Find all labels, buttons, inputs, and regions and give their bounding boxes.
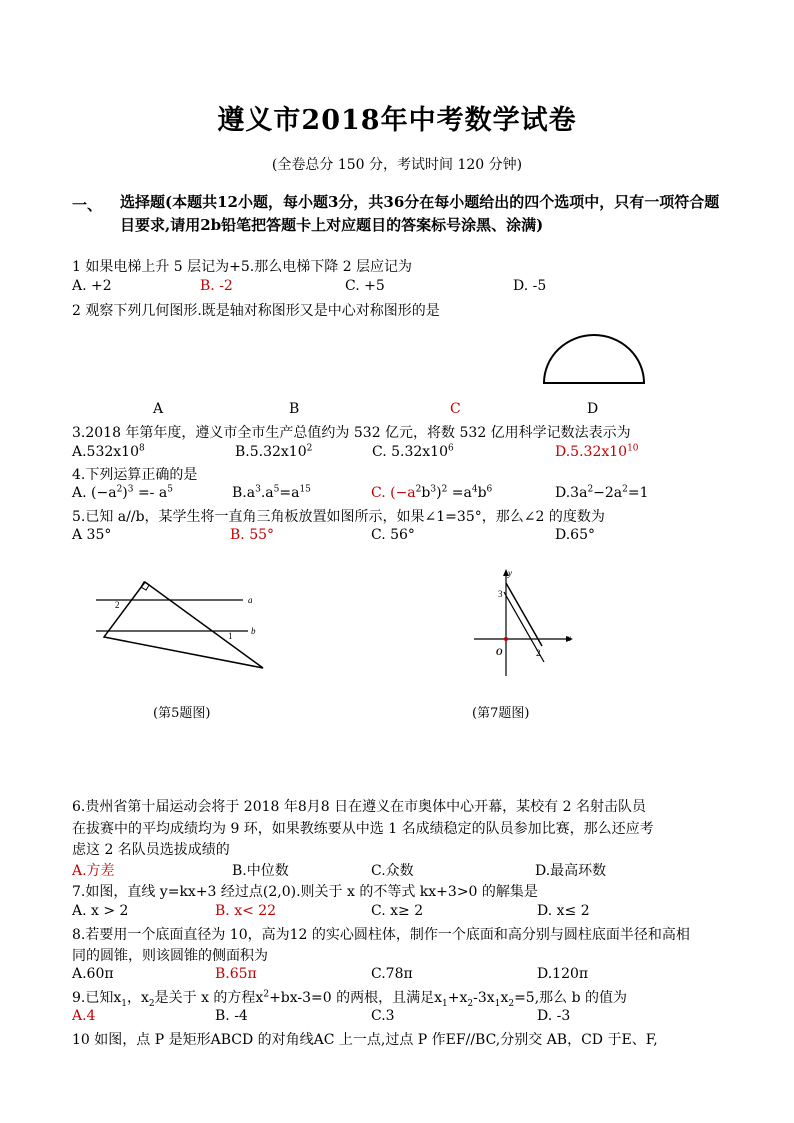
q8-option-b-answer: B.65π (215, 966, 257, 982)
q7-option-b-answer: B. x< 22 (215, 903, 277, 919)
q8-option-d: D.120π (537, 966, 589, 982)
q3-option-b: $B.5.32x10^2$ (235, 443, 313, 460)
q1-stem: 1 如果电梯上升 5 层记为+5.那么电梯下降 2 层应记为 (72, 259, 413, 275)
q3-stem: 3.2018 年第年度，遵义市全市生产总值约为 532 亿元，将数 532 亿用科学记数法表示为 (72, 425, 631, 441)
fig5-label-a: a (248, 595, 253, 605)
q2-option-d: D (587, 401, 599, 417)
q3-option-c: C. $5.32x10^6$ (372, 443, 454, 460)
q10-stem: 10 如图，点 P 是矩形ABCD 的对角线AC 上一点,过点 P 作EF//BC,分别交 AB，CD 于E、F, (72, 1032, 658, 1048)
q9-option-d: D. -3 (537, 1008, 571, 1024)
q1-option-b-answer: B. -2 (200, 278, 233, 294)
q9-option-b: B. -4 (215, 1008, 248, 1024)
semicircle-figure-d (538, 330, 650, 388)
q5-stem: 5.已知 a//b，某学生将一直角三角板放置如图所示，如果∠1=35°，那么∠2 的度数为 (72, 509, 605, 525)
fig5-label-b: b (251, 626, 256, 636)
q4-stem: 4.下列运算正确的是 (72, 467, 198, 483)
q5-figure (88, 575, 278, 675)
q1-option-d: D. -5 (513, 278, 547, 294)
q2-option-c-answer: C (450, 401, 461, 417)
q5-option-b-answer: B. 55° (230, 527, 275, 543)
q2-option-b: B (289, 401, 300, 417)
q7-figure (470, 566, 580, 678)
fig7-label-2: 2 (536, 648, 541, 658)
q6-stem-line1: 6.贵州省第十届运动会将于 2018 年8月8 日在遵义在市奥体中心开幕，某校有 2 名射击队员 (72, 799, 646, 815)
q9-stem: 9.已知$x_1$，$x_2$是关于 x 的方程$x^2+bx-3=0$ 的两根，且满足$x_1+x_2-3x_1x_2=5$,那么 b 的值为 (72, 989, 628, 1009)
fig7-label-3: 3 (498, 589, 503, 599)
fig5-label-1: 1 (228, 631, 233, 641)
q5-figure-caption: (第5题图) (153, 706, 211, 721)
q9-option-a-answer: A.4 (72, 1008, 96, 1024)
q5-option-a: A 35° (72, 527, 112, 543)
q2-option-a: A (153, 401, 164, 417)
q7-option-d: D. x≤ 2 (537, 903, 590, 919)
q3-option-a: $A.532x10^8$ (72, 443, 145, 460)
q5-option-d: D.65° (555, 527, 595, 543)
fig7-label-origin: O (496, 647, 503, 657)
q8-option-a: A.60π (72, 966, 114, 982)
fig5-label-2: 2 (115, 600, 120, 610)
section-instructions: 选择题(本题共12小题，每小题3分，共36分在每小题给出的四个选项中，只有一项符合题目要求,请用2b铅笔把答题卡上对应题目的答案标号涂黑、涂满) (120, 193, 720, 234)
section-number: 一、 (72, 196, 103, 214)
q1-option-a: A. +2 (72, 278, 112, 294)
q4-option-c: C. $(-a^2b^3)^2 =a^4b^6$ (371, 484, 493, 501)
q6-option-b: B.中位数 (232, 863, 289, 879)
q4-option-d: $D.3a^2-2a^2=1$ (555, 484, 649, 501)
q5-option-c: C. 56° (371, 527, 415, 543)
q8-stem-line1: 8.若要用一个底面直径为 10，高为12 的实心圆柱体，制作一个底面和高分别与圆柱底面半径和高相 (72, 927, 690, 943)
q6-stem-line3: 虑这 2 名队员选拔成绩的 (72, 842, 230, 858)
q6-option-a-answer: A.方差 (72, 863, 115, 879)
q6-option-d: D.最高环数 (535, 863, 607, 879)
fig7-label-y: y (508, 568, 512, 578)
q3-option-d-answer: $D.5.32x10^{10}$ (555, 443, 639, 460)
q6-stem-line2: 在拔赛中的平均成绩均为 9 环，如果教练要从中选 1 名成绩稳定的队员参加比赛，那么还应考 (72, 821, 654, 837)
page-subtitle: (全卷总分 150 分，考试时间 120 分钟) (271, 157, 523, 173)
q7-figure-caption: (第7题图) (472, 706, 530, 721)
q4-option-a: A. $(-a^2)^3 =- a^5$ (72, 484, 173, 501)
q4-option-b: $B.a^3.a^5=a^{15}$ (232, 484, 311, 501)
fig7-label-x: x (567, 633, 571, 643)
q6-option-c: C.众数 (371, 863, 414, 879)
q7-option-a: A. x > 2 (72, 903, 129, 919)
q2-stem: 2 观察下列几何图形.既是轴对称图形又是中心对称图形的是 (72, 303, 440, 319)
q7-stem: 7.如图，直线 y=kx+3 经过点(2,0).则关于 x 的不等式 kx+3>0 的解集是 (72, 884, 538, 900)
q7-option-c: C. x≥ 2 (371, 903, 424, 919)
q8-stem-line2: 同的圆锥，则该圆锥的侧面积为 (72, 948, 268, 964)
q1-option-c: C. +5 (345, 278, 385, 294)
q8-option-c: C.78π (371, 966, 413, 982)
page-title: 遵义市2018年中考数学试卷 (217, 105, 577, 136)
q9-option-c: C.3 (371, 1008, 395, 1024)
